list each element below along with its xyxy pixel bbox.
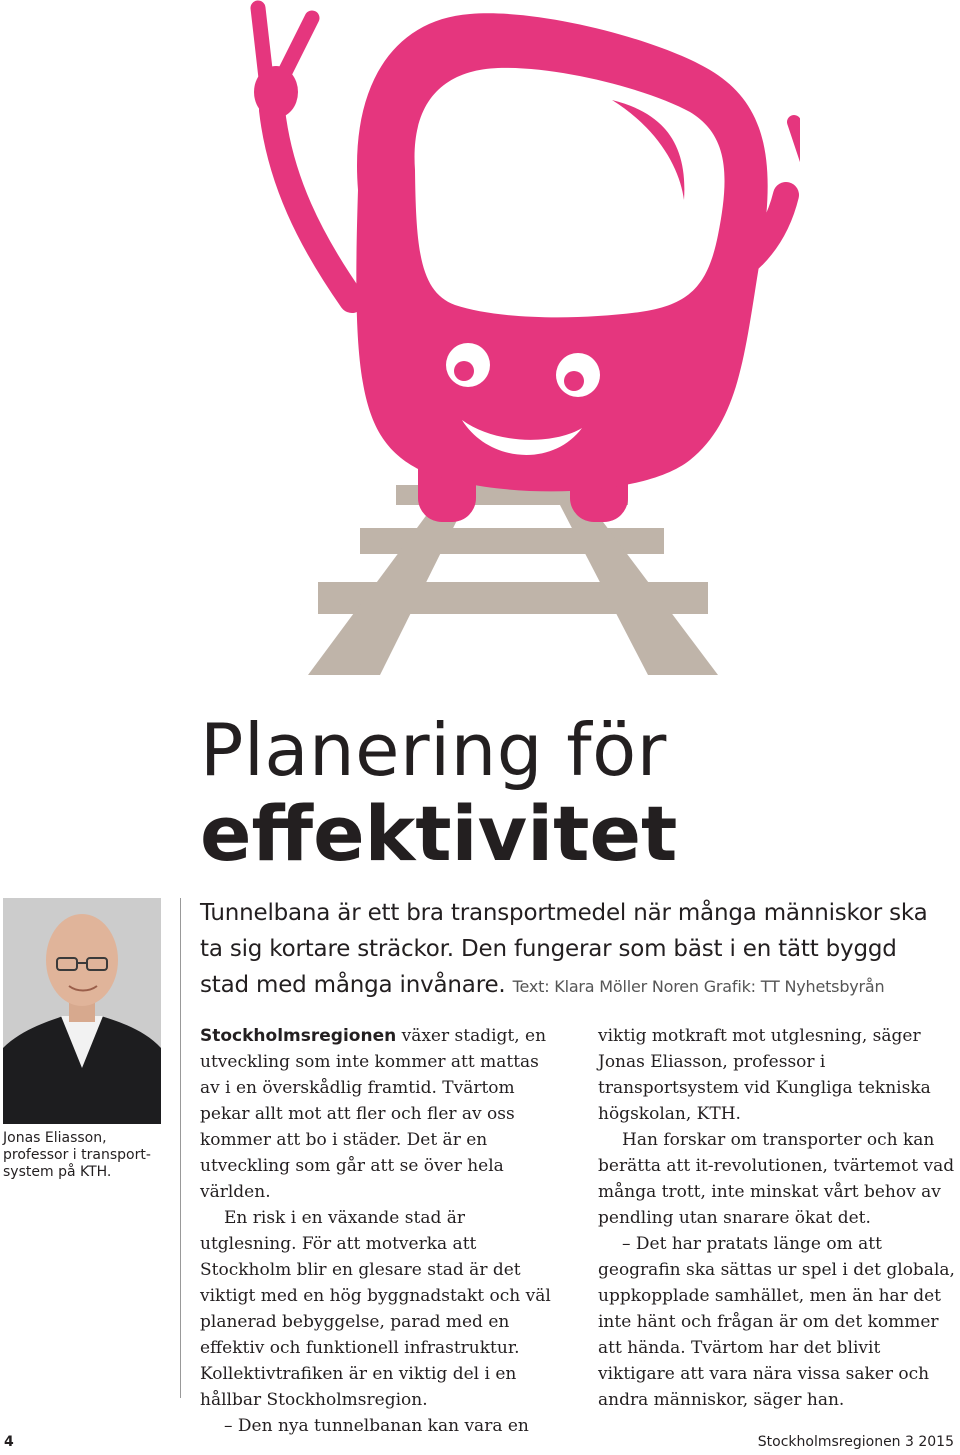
mascot-left-arm bbox=[272, 110, 352, 300]
lead-paragraph bbox=[200, 895, 940, 1005]
byline-credits: Text: Klara Möller Noren Grafik: TT Nyhetsbyrån bbox=[512, 977, 885, 996]
page-number: 4 bbox=[4, 1434, 14, 1450]
photo-caption: Jonas Eliasson, professor i transportsystem på KTH. bbox=[3, 1130, 151, 1180]
body-paragraph: viktig motkraft mot utglesning, säger Jonas Eliasson, professor i transportsystem vid Kungliga tekniska högskolan, KTH. bbox=[598, 1026, 931, 1124]
body-paragraph: – Den nya tunnelbanan kan vara en bbox=[224, 1416, 529, 1436]
mascot-illustration bbox=[240, 0, 800, 690]
headline-line-2: effektivitet bbox=[200, 789, 678, 878]
railway-track bbox=[308, 478, 718, 675]
portrait-photo bbox=[3, 898, 161, 1124]
publication-name: Stockholmsregionen 3 2015 bbox=[757, 1434, 954, 1450]
body-paragraph: – Det har pratats länge om att geografin ska sättas ur spel i det globala, uppkopplade samhället, men än har det inte hänt och frågan är om det kommer att hända. Tvärtom har det blivit viktigare att vara nära vissa saker och andra människor, säger han. bbox=[598, 1234, 955, 1410]
track-rail-right bbox=[546, 478, 718, 675]
column-divider bbox=[180, 898, 181, 1398]
lead-text: Tunnelbana är ett bra transportmedel när många människor ska ta sig kortare sträckor. Den fungerar som bäst i en tätt byggd stad med många invånare. bbox=[200, 900, 928, 998]
headline-line-1: Planering för bbox=[200, 708, 667, 792]
body-column-1 bbox=[200, 1023, 562, 1439]
portrait-person-icon bbox=[3, 898, 161, 1124]
subway-mascot bbox=[254, 8, 800, 522]
body-paragraph: En risk i en växande stad är utglesning. För att motverka att Stockholm blir en glesare stad är det viktigt med en hög byggnadstakt och väl planerad bebyggelse, parad med en effektiv och funktionell infrastruktur. Kollektivtrafiken är en viktig del i en hållbar Stockholmsregion. bbox=[200, 1208, 551, 1410]
body-column-2 bbox=[598, 1023, 958, 1413]
body-paragraph: Stockholmsregionen växer stadigt, en utveckling som inte kommer att mattas av i en överskådlig framtid. Tvärtom pekar allt mot att fler och fler av oss kommer att bo i städer. Det är en utveckling som går att se över hela världen. bbox=[200, 1026, 547, 1202]
body-paragraph: Han forskar om transporter och kan berätta att it-revolutionen, tvärtemot vad många trott, inte minskat vårt behov av pendling utan snarare ökat det. bbox=[598, 1130, 955, 1228]
lead-in-word: Stockholmsregionen bbox=[200, 1026, 397, 1046]
